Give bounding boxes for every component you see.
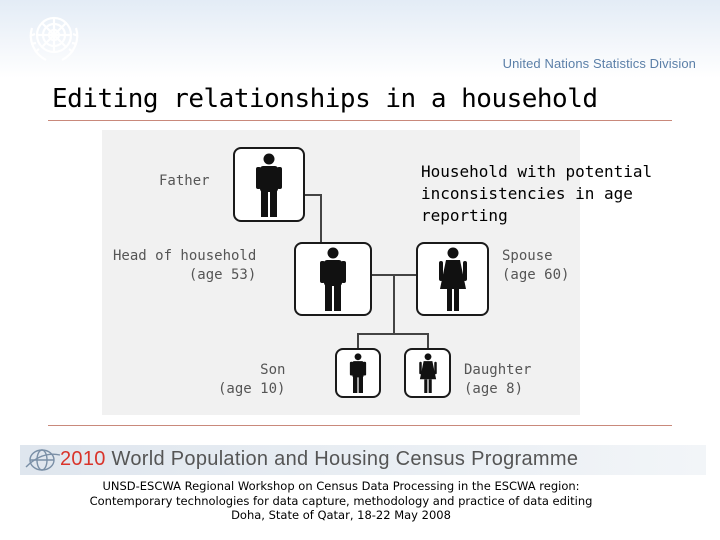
father-label: Father bbox=[159, 173, 210, 189]
male-figure-icon bbox=[350, 353, 367, 393]
banner-programme: World Population and Housing Census Programme bbox=[105, 448, 579, 470]
male-figure-icon bbox=[320, 247, 346, 311]
un-emblem-icon bbox=[22, 6, 86, 66]
head-label: Head of household (age 53) bbox=[113, 248, 257, 283]
org-name: United Nations Statistics Division bbox=[502, 56, 696, 71]
son-label: Son (age 10) bbox=[218, 362, 286, 397]
female-figure-icon bbox=[439, 247, 467, 311]
spouse-label: Spouse (age 60) bbox=[502, 248, 570, 283]
slide-title: Editing relationships in a household bbox=[52, 84, 598, 114]
title-divider bbox=[48, 120, 672, 121]
banner-title bbox=[60, 448, 578, 471]
connector-daughter bbox=[427, 333, 429, 349]
footer-line-1: UNSD-ESCWA Regional Workshop on Census Data Processing in the ESCWA region: bbox=[102, 479, 580, 493]
connector-children bbox=[357, 333, 429, 335]
footer-line-2: Contemporary technologies for data capture, methodology and practice of data editing bbox=[89, 493, 593, 508]
spouse-box bbox=[416, 242, 489, 316]
daughter-label: Daughter (age 8) bbox=[464, 362, 532, 397]
daughter-box bbox=[404, 348, 451, 398]
header-band bbox=[0, 0, 720, 78]
globe-logo-icon bbox=[24, 447, 62, 473]
footer-line-3: Doha, State of Qatar, 18-22 May 2008 bbox=[231, 508, 451, 522]
footer-divider bbox=[48, 425, 672, 426]
banner-year: 2010 bbox=[60, 448, 106, 470]
footer bbox=[0, 479, 682, 523]
son-box bbox=[335, 348, 381, 398]
male-figure-icon bbox=[256, 153, 282, 217]
head-box bbox=[294, 242, 372, 316]
diagram-note: Household with potential inconsistencies in age reporting bbox=[421, 162, 653, 225]
female-figure-icon bbox=[419, 353, 437, 393]
connector-son bbox=[357, 333, 359, 349]
connector-father-right bbox=[303, 194, 321, 196]
census-programme-banner bbox=[20, 445, 706, 475]
connector-father-down bbox=[320, 194, 322, 243]
connector-couple-down bbox=[393, 274, 395, 334]
father-box bbox=[233, 147, 305, 222]
